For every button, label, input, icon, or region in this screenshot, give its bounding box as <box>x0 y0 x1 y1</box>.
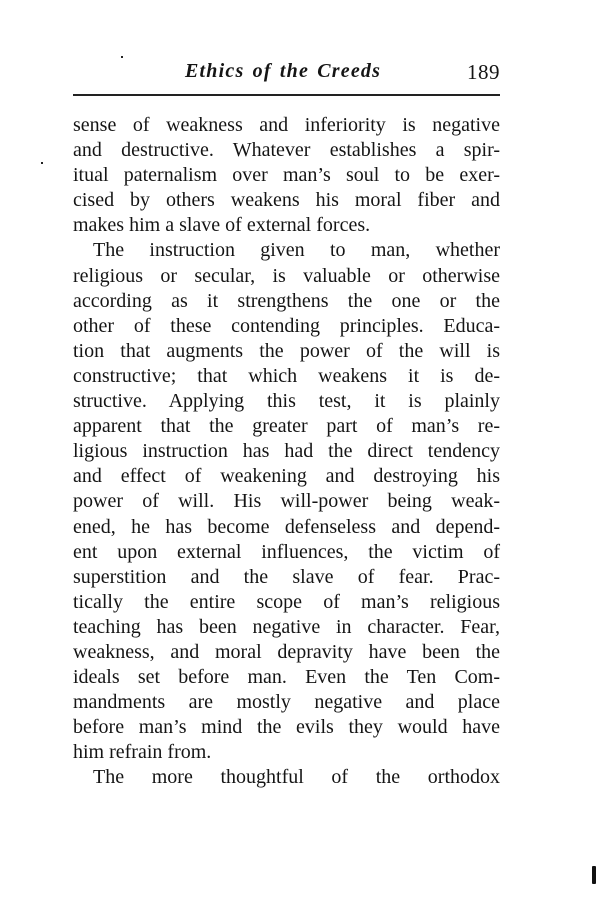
text-line: structive. Applying this test, it is plainly <box>73 390 500 413</box>
text-line: mandments are mostly negative and place <box>73 691 500 714</box>
scan-speck <box>121 56 123 58</box>
text-line: cised by others weakens his moral fiber and <box>73 189 500 212</box>
body-text <box>73 113 500 791</box>
text-line: itual paternalism over man’s soul to be exer- <box>73 164 500 187</box>
text-line: tically the entire scope of man’s religious <box>73 590 500 613</box>
text-line: and destructive. Whatever establishes a spir- <box>73 139 500 162</box>
text-line: The more thoughtful of the orthodox <box>93 766 500 789</box>
text-line: apparent that the greater part of man’s re- <box>73 415 500 438</box>
text-line: makes him a slave of external forces. <box>73 214 371 237</box>
text-line: according as it strengthens the one or the <box>73 289 500 312</box>
running-head <box>73 60 500 92</box>
text-line: him refrain from. <box>73 741 212 764</box>
text-line: constructive; that which weakens it is de- <box>73 364 500 387</box>
text-line: ligious instruction has had the direct tendency <box>73 440 500 463</box>
scan-edge-mark <box>592 866 596 884</box>
text-line: ideals set before man. Even the Ten Com- <box>73 666 500 689</box>
text-line: The instruction given to man, whether <box>93 239 500 262</box>
text-line: superstition and the slave of fear. Prac- <box>73 565 500 588</box>
text-line: power of will. His will-power being weak- <box>73 490 500 513</box>
text-line: religious or secular, is valuable or otherwise <box>73 264 500 287</box>
text-line: and effect of weakening and destroying his <box>73 465 500 488</box>
text-line: weakness, and moral depravity have been the <box>73 640 500 663</box>
text-line: teaching has been negative in character. Fear, <box>73 615 500 638</box>
scan-speck <box>41 162 43 164</box>
header-rule <box>73 94 500 96</box>
text-line: other of these contending principles. Educa- <box>73 314 500 337</box>
text-line: before man’s mind the evils they would have <box>73 716 500 739</box>
text-line: ened, he has become defenseless and depend- <box>73 515 500 538</box>
text-line: tion that augments the power of the will is <box>73 339 500 362</box>
text-line: sense of weakness and inferiority is negative <box>73 114 500 136</box>
running-title: Ethics of the Creeds <box>185 60 382 82</box>
page-number: 189 <box>467 60 500 84</box>
text-line: ent upon external influences, the victim of <box>73 540 500 563</box>
